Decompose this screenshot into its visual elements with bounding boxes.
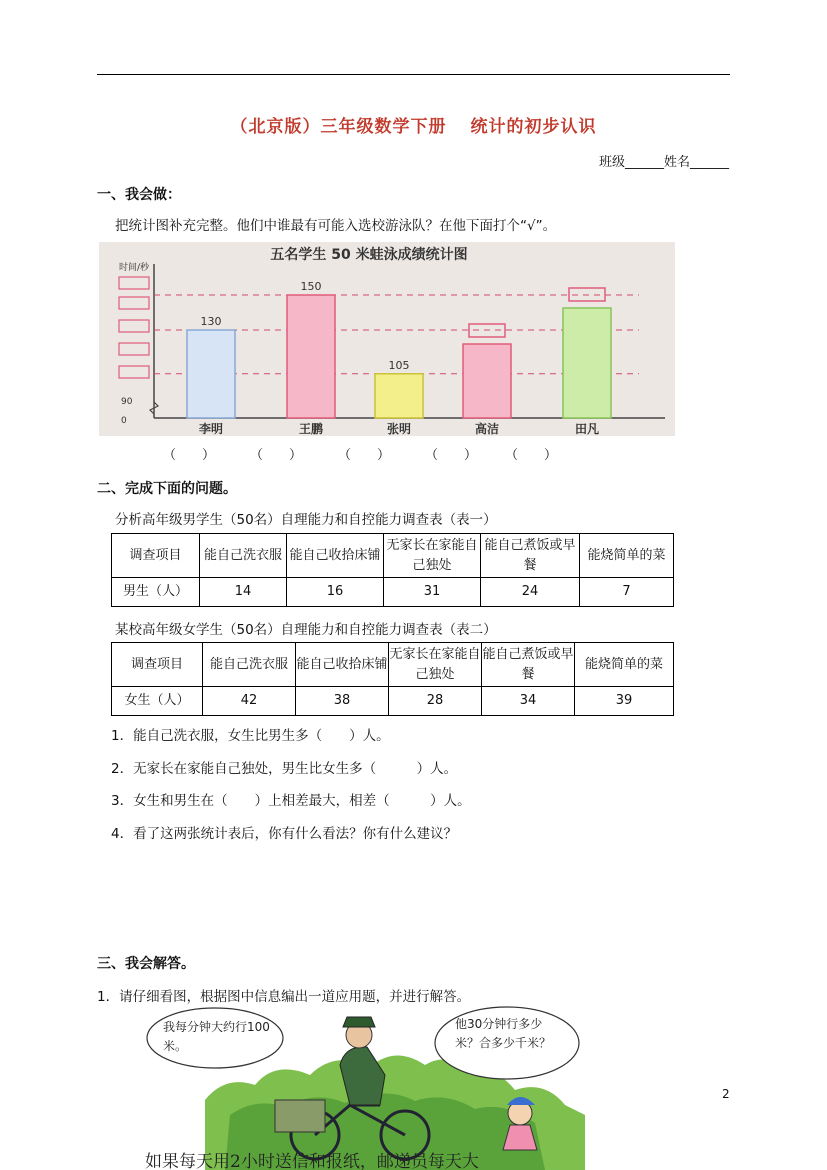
table1-row-label: 男生（人）	[112, 578, 200, 607]
paren-slot[interactable]: （ ）	[505, 448, 558, 463]
question-1: 1．能自己洗衣服，女生比男生多（ ）人。	[111, 728, 390, 744]
section3-problem: 1．请仔细看图，根据图中信息编出一道应用题，并进行解答。	[97, 989, 471, 1005]
table1-header: 无家长在家能自己独处	[384, 534, 481, 578]
paren-slot[interactable]: （ ）	[250, 448, 303, 463]
page-number: 2	[722, 1087, 730, 1101]
table2-cell: 39	[575, 687, 674, 716]
section1-heading: 一、我会做：	[97, 187, 181, 203]
chart-title: 五名学生 50 米蛙泳成绩统计图	[270, 247, 468, 263]
illustration-svg	[145, 1005, 585, 1170]
y-tick-label: 90	[121, 397, 133, 407]
bar-2	[287, 295, 335, 418]
bar-3	[375, 374, 423, 418]
header-rule	[97, 74, 730, 75]
table1-header: 能自己煮饭或早餐	[481, 534, 580, 578]
table2-caption: 某校高年级女学生（50名）自理能力和自控能力调查表（表二）	[115, 622, 497, 638]
question-3: 3．女生和男生在（ ）上相差最大，相差（ ）人。	[111, 793, 471, 809]
paren-slot[interactable]: （ ）	[338, 448, 391, 463]
paren-slot[interactable]: （ ）	[425, 448, 478, 463]
section3-heading: 三、我会解答。	[97, 956, 195, 972]
table1-cell: 16	[287, 578, 384, 607]
table2-header: 能烧简单的菜	[575, 643, 674, 687]
section2-heading: 二、完成下面的问题。	[97, 481, 237, 497]
paren-slot[interactable]: （ ）	[163, 448, 216, 463]
table1-cell: 24	[481, 578, 580, 607]
x-tick-label: 田凡	[574, 422, 600, 436]
table2-header: 能自己收拾床铺	[296, 643, 389, 687]
table1-header: 能自己收拾床铺	[287, 534, 384, 578]
page-title	[0, 112, 827, 137]
question-4: 4．看了这两张统计表后，你有什么看法？你有什么建议？	[111, 826, 458, 842]
title-part-2: 统计的初步认识	[470, 117, 597, 137]
mailman-illustration	[145, 1005, 585, 1170]
section1-instruction: 把统计图补充完整。他们中谁最有可能入选校游泳队？在他下面打个“√”。	[115, 218, 557, 234]
table1-caption: 分析高年级男学生（50名）自理能力和自控能力调查表（表一）	[115, 512, 497, 528]
table1-cell: 14	[200, 578, 287, 607]
table2-cell: 38	[296, 687, 389, 716]
x-tick-label: 李明	[198, 422, 224, 436]
chart-ylabel: 时间/秒	[119, 263, 150, 273]
class-name-line: 班级______姓名______	[598, 155, 729, 170]
illustration-bottom-text: 如果每天用2小时送信和报纸，邮递员每天大	[145, 1152, 479, 1170]
x-tick-label: 王鹏	[298, 422, 324, 436]
bar-5	[563, 308, 611, 418]
y-tick-blank-box	[119, 320, 149, 332]
bar-4	[463, 344, 511, 418]
y-tick-label: 0	[121, 416, 127, 426]
x-tick-label: 张明	[386, 422, 412, 436]
y-tick-blank-box	[119, 343, 149, 355]
x-tick-label: 高洁	[474, 422, 500, 436]
table2-header: 能自己煮饭或早餐	[482, 643, 575, 687]
table1-header: 能自己洗衣服	[200, 534, 287, 578]
table1-header: 调查项目	[112, 534, 200, 578]
table2-header: 能自己洗衣服	[203, 643, 296, 687]
y-tick-blank-box	[119, 277, 149, 289]
table1-header: 能烧简单的菜	[580, 534, 674, 578]
question-2: 2．无家长在家能自己独处，男生比女生多（ ）人。	[111, 761, 458, 777]
bubble-left-text: 我每分钟大约行100米。	[163, 1020, 270, 1053]
table2-row-label: 女生（人）	[112, 687, 203, 716]
bar-value-label: 105	[388, 358, 410, 372]
table1-cell: 31	[384, 578, 481, 607]
bubble-right-text: 他30分钟行多少米？合多少千米？	[455, 1017, 552, 1050]
bar-value-label: 150	[300, 280, 322, 293]
table1-cell: 7	[580, 578, 674, 607]
table2	[111, 642, 674, 716]
table1	[111, 533, 674, 607]
swim-chart-svg	[99, 242, 675, 436]
y-tick-blank-box	[119, 366, 149, 378]
bar-1	[187, 330, 235, 418]
table2-cell: 42	[203, 687, 296, 716]
swim-chart	[99, 242, 675, 436]
bar-value-label: 130	[200, 315, 222, 328]
table2-header: 无家长在家能自己独处	[389, 643, 482, 687]
table2-header: 调查项目	[112, 643, 203, 687]
table2-cell: 28	[389, 687, 482, 716]
table2-cell: 34	[482, 687, 575, 716]
y-tick-blank-box	[119, 297, 149, 309]
title-part-1: （北京版）三年级数学下册	[230, 117, 447, 137]
